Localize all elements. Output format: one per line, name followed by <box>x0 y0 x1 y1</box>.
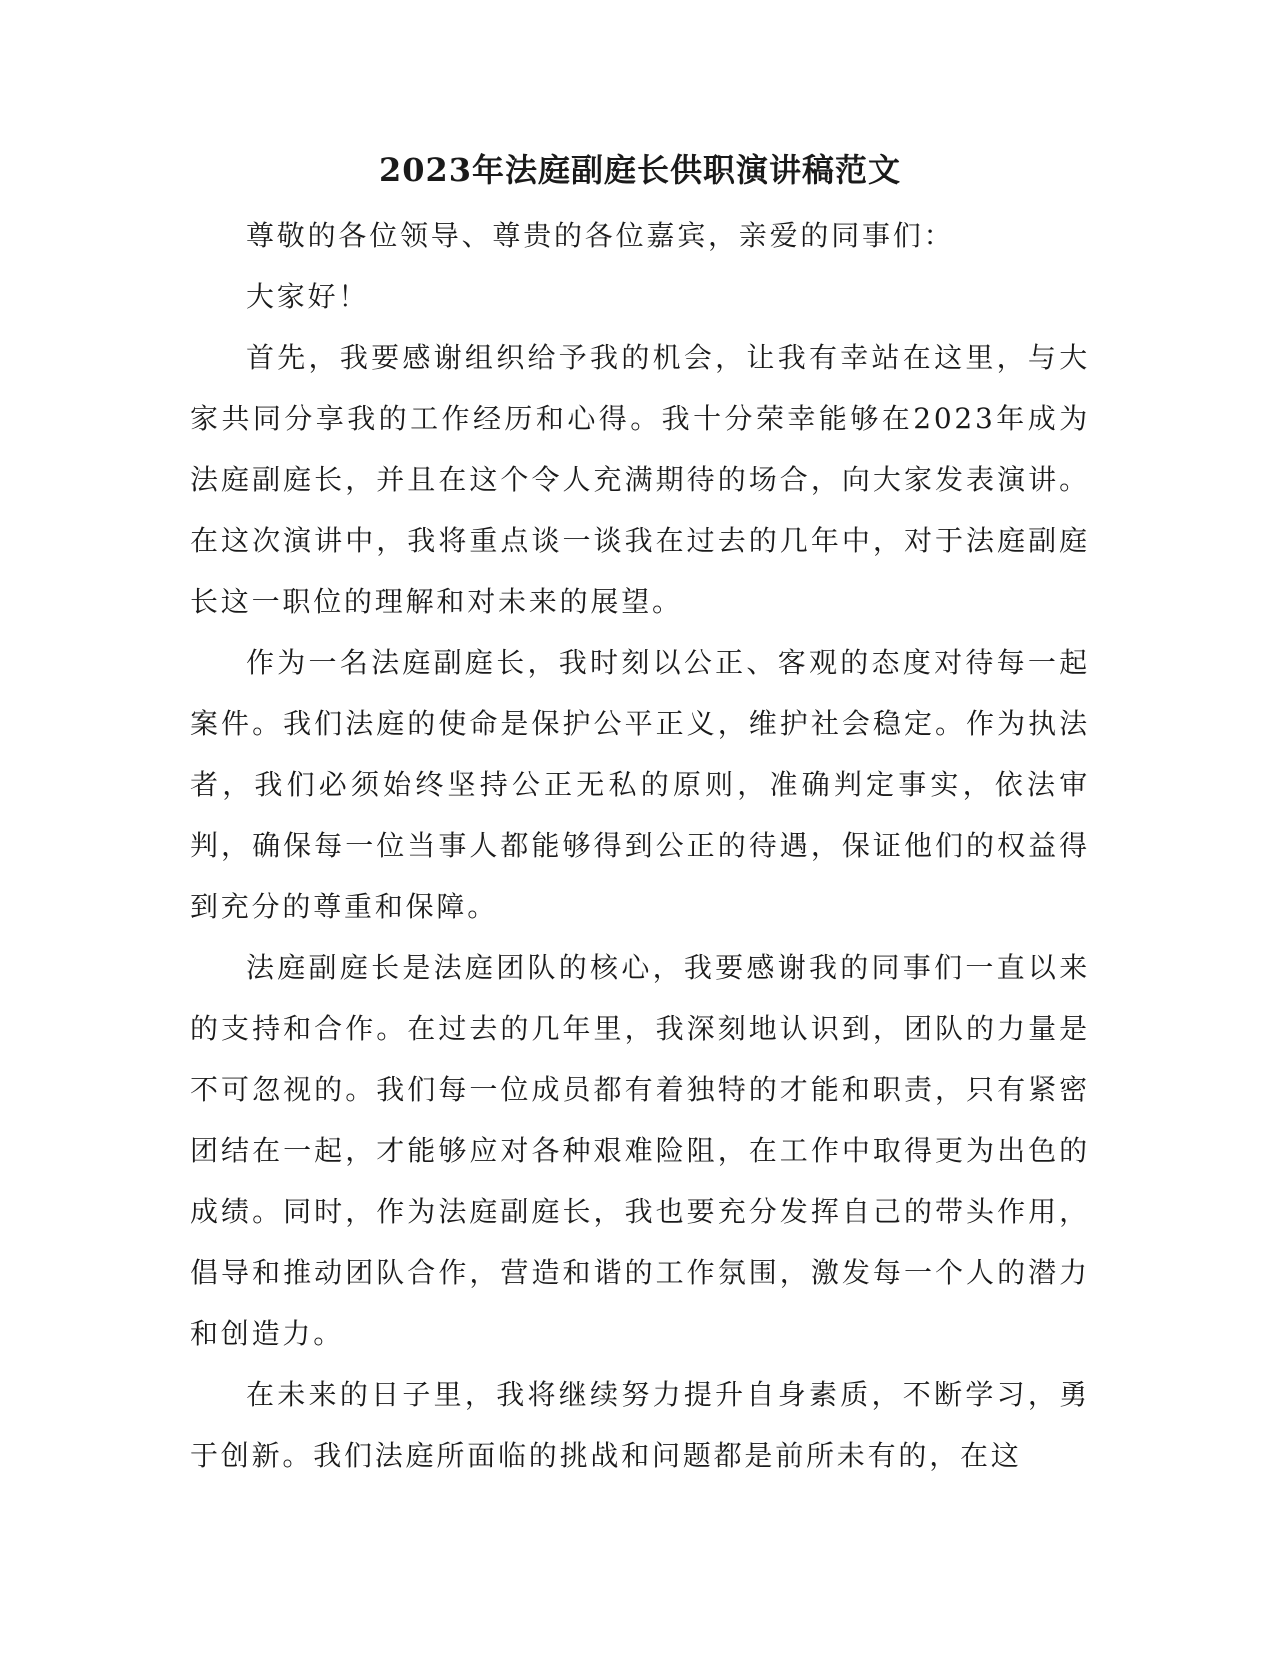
greeting-paragraph: 大家好！ <box>246 280 370 313</box>
body-paragraph: 首先，我要感谢组织给予我的机会，让我有幸站在这里，与大家共同分享我的工作经历和心得。我十分荣幸能够在2023年成为法庭副庭长，并且在这个令人充满期待的场合，向大家发表演讲。在这次演讲中，我将重点谈一谈我在过去的几年中，对于法庭副庭长这一职位的理解和对未来的展望。 <box>190 341 1090 618</box>
body-paragraph: 作为一名法庭副庭长，我时刻以公正、客观的态度对待每一起案件。我们法庭的使命是保护公平正义，维护社会稳定。作为执法者，我们必须始终坚持公正无私的原则，准确判定事实，依法审判，确保每一位当事人都能够得到公正的待遇，保证他们的权益得到充分的尊重和保障。 <box>190 646 1090 923</box>
document-body <box>190 205 1090 1486</box>
salutation-paragraph: 尊敬的各位领导、尊贵的各位嘉宾，亲爱的同事们： <box>246 219 955 252</box>
body-paragraph: 在未来的日子里，我将继续努力提升自身素质，不断学习，勇于创新。我们法庭所面临的挑战和问题都是前所未有的，在这 <box>190 1378 1090 1472</box>
document-title: 2023年法庭副庭长供职演讲稿范文 <box>378 151 902 189</box>
body-paragraph: 法庭副庭长是法庭团队的核心，我要感谢我的同事们一直以来的支持和合作。在过去的几年里，我深刻地认识到，团队的力量是不可忽视的。我们每一位成员都有着独特的才能和职责，只有紧密团结在一起，才能够应对各种艰难险阻，在工作中取得更为出色的成绩。同时，作为法庭副庭长，我也要充分发挥自己的带头作用，倡导和推动团队合作，营造和谐的工作氛围，激发每一个人的潜力和创造力。 <box>190 951 1090 1350</box>
